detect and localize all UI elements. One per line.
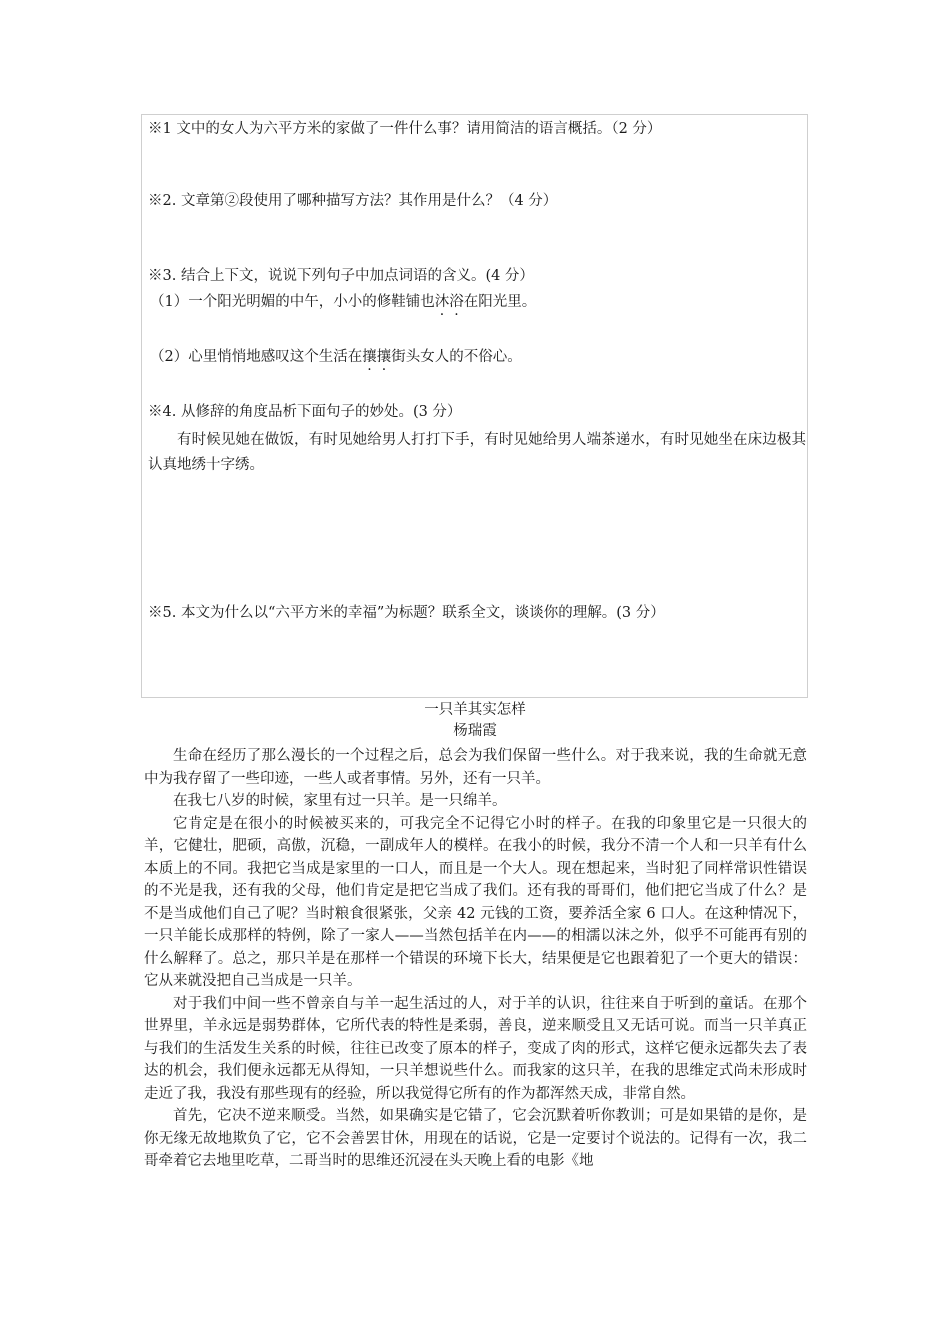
text-segment: （2）心里悄悄地感叹这个生活在 (150, 349, 363, 365)
dotted-char: 浴 (449, 294, 464, 310)
text-segment: 街头女人的不俗心。 (391, 349, 522, 365)
question-5: ※5. 本文为什么以“六平方米的幸福”为标题？联系全文，谈谈你的理解。(3 分） (148, 605, 665, 621)
article-paragraph: 首先，它决不逆来顺受。当然，如果确实是它错了，它会沉默着听你教训；可是如果错的是你，是你无缘无故地欺负了它，它不会善罢甘休，用现在的话说，它是一定要讨个说法的。记得有一次，我二哥牵着它去地里吃草，二哥当时的思维还沉浸在头天晚上看的电影《地 (144, 1108, 807, 1169)
question-4-sentence: 有时候见她在做饭，有时见她给男人打打下手，有时见她给男人端茶递水，有时见她坐在床边极其认真地绣十字绣。 (148, 432, 806, 473)
question-3: ※3. 结合上下文，说说下列句子中加点词语的含义。(4 分） (148, 268, 534, 284)
question-4: ※4. 从修辞的角度品析下面句子的妙处。(3 分） (148, 404, 462, 420)
dotted-char: 沐 (434, 294, 450, 310)
article-paragraph: 生命在经历了那么漫长的一个过程之后，总会为我们保留一些什么。对于我来说，我的生命就无意中为我存留了一些印迹，一些人或者事情。另外，还有一只羊。 (144, 748, 807, 787)
article-paragraph: 对于我们中间一些不曾亲自与羊一起生活过的人，对于羊的认识，往往来自于听到的童话。在那个世界里，羊永远是弱势群体，它所代表的特性是柔弱，善良，逆来顺受且又无话可说。而当一只羊真正与我们的生活发生关系的时候，往往已改变了原本的样子，变成了肉的形式，这样它便永远都失去了表达的机会，我们便永远都无从得知，一只羊想说些什么。而我家的这只羊，在我的思维定式尚未形成时走近了我，我没有那些现有的经验，所以我觉得它所有的作为都浑然天成，非常自然。 (144, 995, 807, 1102)
article-author: 杨瑞霞 (453, 723, 497, 739)
article-body (144, 745, 807, 1173)
question-1: ※1 文中的女人为六平方米的家做了一件什么事？请用简洁的语言概括。（2 分） (148, 121, 662, 137)
article-paragraph: 在我七八岁的时候，家里有过一只羊。是一只绵羊。 (173, 793, 507, 809)
article-paragraph: 它肯定是在很小的时候被买来的，可我完全不记得它小时的样子。在我的印象里它是一只很大的羊，它健壮，肥硕，高傲，沉稳，一副成年人的模样。在我小的时候，我分不清一个人和一只羊有什么本质上的不同。我把它当成是家里的一口人，而且是一个大人。现在想起来，当时犯了同样常识性错误的不光是我，还有我的父母，他们肯定是把它当成了我们。还有我的哥哥们，他们把它当成了什么？是不是当成他们自己了呢？当时粮食很紧张，父亲 42 元钱的工资，要养活全家 6 口人。在这种情况下，一只羊能长成那样的特例，除了一家人——当然包括羊在内——的相濡以沫之外，似乎不可能再有别的什么解释了。总之，那只羊是在那样一个错误的环境下长大，结果便是它也跟着犯了一个更大的错误：它从来就没把自己当成是一只羊。 (144, 815, 807, 989)
text-segment: （1）一个阳光明媚的中午，小小的修鞋铺也 (150, 294, 435, 310)
question-3-item-1 (150, 292, 536, 312)
question-3-item-2 (150, 347, 522, 367)
text-segment: 在阳光里。 (463, 294, 537, 310)
dotted-char: 攘 (376, 349, 392, 365)
dotted-char: 攘 (362, 349, 377, 365)
question-2: ※2. 文章第②段使用了哪种描写方法？其作用是什么？（4 分） (148, 193, 558, 209)
article-title: 一只羊其实怎样 (424, 702, 526, 718)
